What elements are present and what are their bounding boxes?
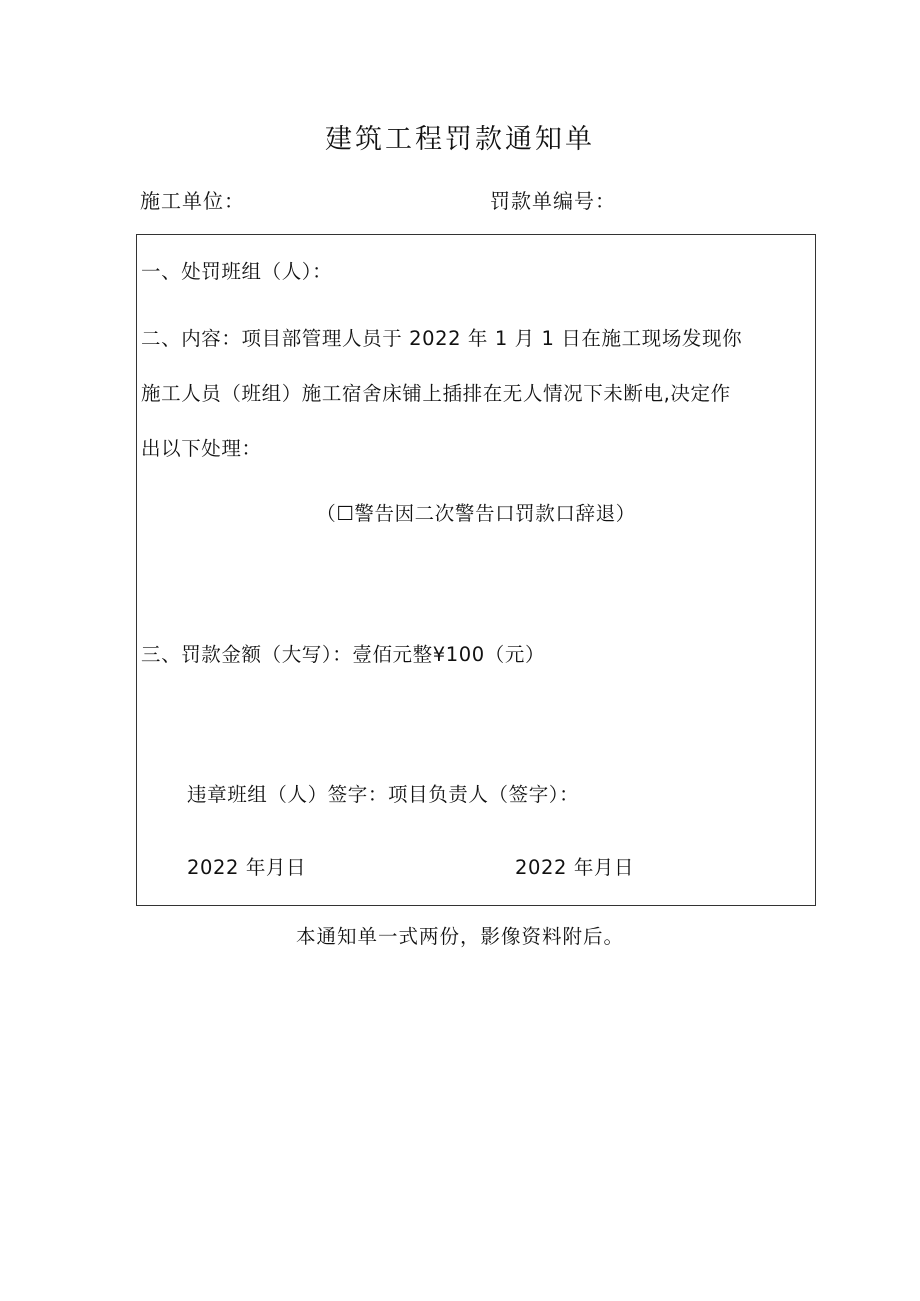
content-line-3: 出以下处理： [141,437,262,460]
notice-table [136,234,816,906]
signature-line: 违章班组（人）签字：项目负责人（签字）： [187,783,580,806]
content-line-1: 二、内容：项目部管理人员于 2022 年 1 月 1 日在施工现场发现你 [141,327,743,350]
signature-date-right: 2022 年月日 [515,856,635,879]
fine-number-label: 罚款单编号： [490,189,616,213]
construction-unit-label: 施工单位： [140,189,245,213]
penalty-options: （☐警告因二次警告口罚款口辞退） [316,502,636,525]
penalized-team-line: 一、处罚班组（人）： [141,260,333,283]
signature-date-left: 2022 年月日 [187,856,307,879]
fine-amount-line: 三、罚款金额（大写）：壹佰元整¥100（元） [141,643,546,666]
footer-note: 本通知单一式两份，影像资料附后。 [295,925,624,948]
content-line-2: 施工人员（班组）施工宿舍床铺上插排在无人情况下未断电,决定作 [141,382,731,405]
document-title: 建筑工程罚款通知单 [325,124,595,155]
